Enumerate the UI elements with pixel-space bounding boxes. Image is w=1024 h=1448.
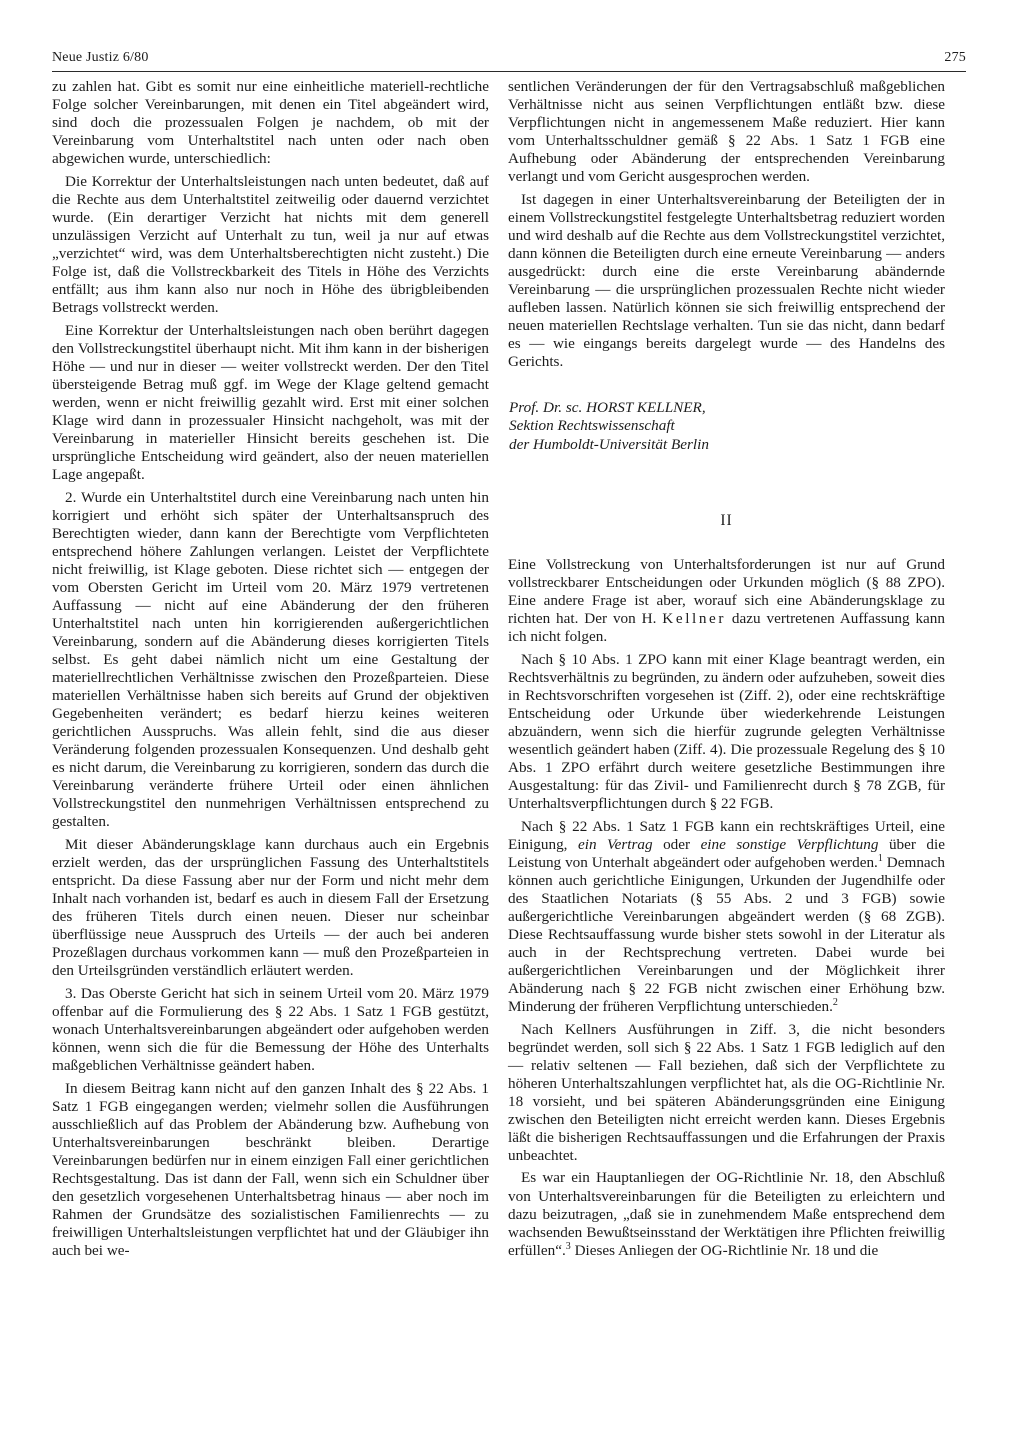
spaced-author-name: Kellner [662, 610, 727, 628]
paragraph: 2. Wurde ein Unterhaltstitel durch eine Vereinbarung nach unten hin korrigiert und erhöht sich später der Unterhaltsanspruch des Berechtigten wieder, dann kann der Berechtigte vom Verpflichteten entsprechend höhere Zahlungen verlangen. Leistet der Verpflichtete nicht freiwillig, ist Klage geboten. Diese richtet sich — entgegen der vom Obersten Gericht im Urteil vom 20. März 1979 vertretenen Auffassung — nicht auf eine Abänderung der den früheren Unterhaltstitel nach unten hin korrigierenden außergerichtlichen Vereinbarung, sondern auf die Abänderung dieses korrigierten Titels selbst. Es geht dabei nämlich nicht um eine Gestaltung der materiellrechtlichen Verhältnisse zwischen den Prozeßparteien. Diese materiellen Verhältnisse haben sich bereits auf Grund der objektiven Gegebenheiten verändert; es bedarf hierzu keines weiteren gerichtlichen Ausspruchs. Was allein fehlt, sind die aus dieser Veränderung folgenden prozessualen Konsequenzen. Und deshalb geht es nicht darum, die Vereinbarung zu korrigieren, sondern das durch die Vereinbarung veränderte frühere Urteil oder einen ähnlichen Vollstreckungstitel den nunmehrigen Verhältnissen entsprechend zu gestalten. [52, 488, 489, 831]
paragraph: Mit dieser Abänderungsklage kann durchaus auch ein Ergebnis erzielt werden, das der ursprünglichen Fassung des Unterhaltstitels entspricht. Da diese Fassung aber nur der Form und nicht mehr dem Inhalt nach vorhanden ist, bedarf es auch in diesem Fall der Ersetzung des früheren Titels durch einen neuen. Dieser nur scheinbar überflüssige neue Ausspruch des Urteils — der auch bei anderen Prozeßlagen durchaus vorkommen kann — muß den Prozeßparteien in den Urteilsgründen verständlich erläutert werden. [52, 835, 489, 980]
paragraph [508, 818, 945, 1017]
author-institution: der Humboldt-Universität Berlin [509, 435, 709, 453]
text-run: dazu vertretenen Auffassung kann ich nicht folgen. [508, 610, 945, 646]
paragraph: Die Korrektur der Unterhaltsleistungen nach unten bedeutet, daß auf die Rechte aus dem Unterhaltstitel zeitweilig oder dauernd verzichtet wurde. (Ein derartiger Verzicht hat nichts mit dem generell unzulässigen Verzicht auf Unterhalt zu tun, weil ja nur auf etwas „verzichtet“ wird, was dem Unterhaltsberechtigten nicht zusteht.) Die Folge ist, daß die Vollstreckbarkeit des Titels in Höhe des Verzichts entfällt; aus ihm kann also nur noch in Höhe des übrigbleibenden Betrags vollstreckt werden. [52, 172, 489, 317]
paragraph: Ist dagegen in einer Unterhaltsvereinbarung der Beteiligten der in einem Vollstreckungstitel festgelegte Unterhaltsbetrag reduziert worden und wird deshalb auf die Rechte aus dem Vollstreckungstitel verzichtet, dann können die Beteiligten durch eine erneute Vereinbarung — anders ausgedrückt: durch eine die erste Vereinbarung abändernde Vereinbarung — die ursprünglichen prozessualen Rechte nicht wieder aufleben lassen. Natürlich können sie sich freiwillig entsprechend der neuen materiellen Rechtslage verhalten. Tun sie das nicht, dann bedarf es — wie eingangs bereits dargelegt wurde — des Handelns des Gerichts. [508, 190, 945, 371]
right-column [508, 78, 945, 1264]
left-column [52, 78, 489, 1265]
emphasis: ein Vertrag [577, 835, 653, 853]
footnote-marker: 3 [565, 1240, 571, 1252]
paragraph: In diesem Beitrag kann nicht auf den ganzen Inhalt des § 22 Abs. 1 Satz 1 FGB eingegangen werden; vielmehr sollen die Ausführungen ausschließlich auf das Problem der Abänderung bzw. Aufhebung von Unterhaltsvereinbarungen beschränkt bleiben. Derartige Vereinbarungen bedürfen nur in einem einzigen Fall einer gerichtlichen Rechtsgestaltung. Das ist dann der Fall, wenn sich ein Schuldner über den gesetzlich vorgesehenen Unterhaltsbetrag hinaus — aber noch im Rahmen der Grundsätze des sozialistischen Familienrechts — zu freiwilligen Unterhaltsleistungen verpflichtet hat und der Gläubiger ihn auch bei we- [52, 1079, 489, 1259]
section-number: II [720, 511, 733, 529]
paragraph: sentlichen Veränderungen der für den Vertragsabschluß maßgeblichen Verhältnisse nicht aus seinen Verpflichtungen entläßt bzw. diese Verpflichtungen nicht in angemessenem Maße reduziert. Hier kann vom Unterhaltsschuldner gemäß § 22 Abs. 1 Satz 1 FGB eine Aufhebung oder Abänderung der entsprechenden Vereinbarung verlangt und vom Gericht ausgesprochen werden. [508, 78, 945, 186]
text-run: Demnach können auch gerichtliche Einigungen, Urkunden der Jugendhilfe oder des Staatlichen Notariats (§ 55 Abs. 2 und 3 FGB) sowie außergerichtliche Vereinbarungen abgeändert werden (§ 68 ZGB). Diese Rechtsauffassung wurde bisher stets sowohl in der Literatur als auch in der Rechtsprechung vertreten. Dabei wurde bei außergerichtlichen Vereinbarungen und der Möglichkeit ihrer Abänderung nach § 22 FGB nicht zwischen einer Erhöhung bzw. Minderung der früheren Verpflichtung unterschieden. [508, 853, 945, 1016]
paragraph: Nach § 10 Abs. 1 ZPO kann mit einer Klage beantragt werden, ein Rechtsverhältnis zu begründen, zu ändern oder aufzuheben, soweit dies in Rechtsvorschriften vorgesehen ist (Ziff. 2), oder eine rechtskräftige Entscheidung oder Urkunde über wiederkehrende Leistungen abzuändern, wenn sich die hierfür zugrunde gelegten Verhältnisse wesentlich geändert haben (Ziff. 4). Die prozessuale Regelung des § 10 Abs. 1 ZPO erfährt durch weitere gesetzliche Bestimmungen ihre Ausgestaltung: für das Zivil- und Familienrecht durch § 78 ZGB, für Unterhaltsverpflichtungen durch § 22 FGB. [508, 650, 945, 813]
footnote-marker: 2 [832, 996, 838, 1008]
paragraph [508, 556, 945, 646]
text-run: Nach § 22 Abs. 1 Satz 1 FGB kann ein rechtskräftiges Urteil, eine Einigung, [508, 817, 945, 853]
author-name: Prof. Dr. sc. HORST KELLNER, [509, 399, 706, 417]
text-run: Dieses Anliegen der OG-Richtlinie Nr. 18 und die [570, 1241, 879, 1259]
journal-title: Neue Justiz 6/80 [52, 50, 149, 65]
paragraph [508, 1169, 945, 1259]
footnote-marker: 1 [877, 852, 883, 864]
paragraph: zu zahlen hat. Gibt es somit nur eine einheitliche materiell-rechtliche Folge solcher Vereinbarungen, mit denen ein Titel abgeändert wird, sind doch die prozessualen Folgen je nachdem, ob mit der Vereinbarung vom Unterhaltstitel nach unten oder nach oben abgewichen wurde, unterschiedlich: [52, 78, 489, 168]
text-run: Es war ein Hauptanliegen der OG-Richtlinie Nr. 18, den Abschluß von Unterhaltsvereinbarungen für die Beteiligten zu erleichtern und dazu beizutragen, „daß sie in zunehmendem Maße entsprechend dem wachsenden Bewußtseinsstand der Werktätigen ihre Pflichten freiwillig erfüllen“. [508, 1169, 945, 1259]
paragraph: 3. Das Oberste Gericht hat sich in seinem Urteil vom 20. März 1979 offenbar auf die Formulierung des § 22 Abs. 1 Satz 1 FGB gestützt, wonach Unterhaltsvereinbarungen abgeändert oder aufgehoben werden können, wenn sich die für die Bemessung der Höhe des Unterhalts maßgeblichen Verhältnisse geändert haben. [52, 984, 489, 1074]
author-affiliation: Sektion Rechtswissenschaft [509, 417, 675, 435]
running-header [52, 50, 966, 72]
emphasis: eine sonstige Verpflichtung [700, 835, 879, 853]
paragraph: Nach Kellners Ausführungen in Ziff. 3, die nicht besonders begründet werden, soll sich § 22 Abs. 1 Satz 1 FGB lediglich auf den — relativ seltenen — Fall beziehen, daß sich der Verpflichtete zu höheren Unterhaltszahlungen verpflichtet hat, als die OG-Richtlinie Nr. 18 vorsieht, und bei späteren Abänderungsgründen eine Einigung zwischen den Beteiligten nicht erreicht werden kann. Dieses Ergebnis läßt die bisherigen Rechtsauffassungen und die Erfahrungen der Praxis unbeachtet. [508, 1020, 945, 1164]
page-number: 275 [944, 50, 966, 65]
paragraph: Eine Korrektur der Unterhaltsleistungen nach oben berührt dagegen den Vollstreckungstitel überhaupt nicht. Mit ihm kann in der bisherigen Höhe — und nur in dieser — weiter vollstreckt werden. Der den Titel übersteigende Betrag muß ggf. im Wege der Klage geltend gemacht werden, wenn er nicht freiwillig gezahlt wird. Erst mit einer solchen Klage wird dann in prozessualer Hinsicht nachgeholt, was mit der Vereinbarung in materieller Hinsicht bereits geschehen ist. Die ursprüngliche Entscheidung wird geändert, also der neuen materiellen Lage angepaßt. [52, 321, 489, 483]
text-run: oder [652, 835, 701, 853]
text-run: Eine Vollstreckung von Unterhaltsforderungen ist nur auf Grund vollstreckbarer Entscheidungen oder Urkunden möglich (§ 88 ZPO). Eine andere Frage ist aber, worauf sich eine Abänderungsklage zu richten hat. Der von H. [508, 555, 945, 628]
author-signature [508, 399, 945, 454]
header-rule [52, 71, 966, 72]
text-run: über die Leistung von Unterhalt abgeändert oder aufgehoben werden. [508, 835, 945, 871]
